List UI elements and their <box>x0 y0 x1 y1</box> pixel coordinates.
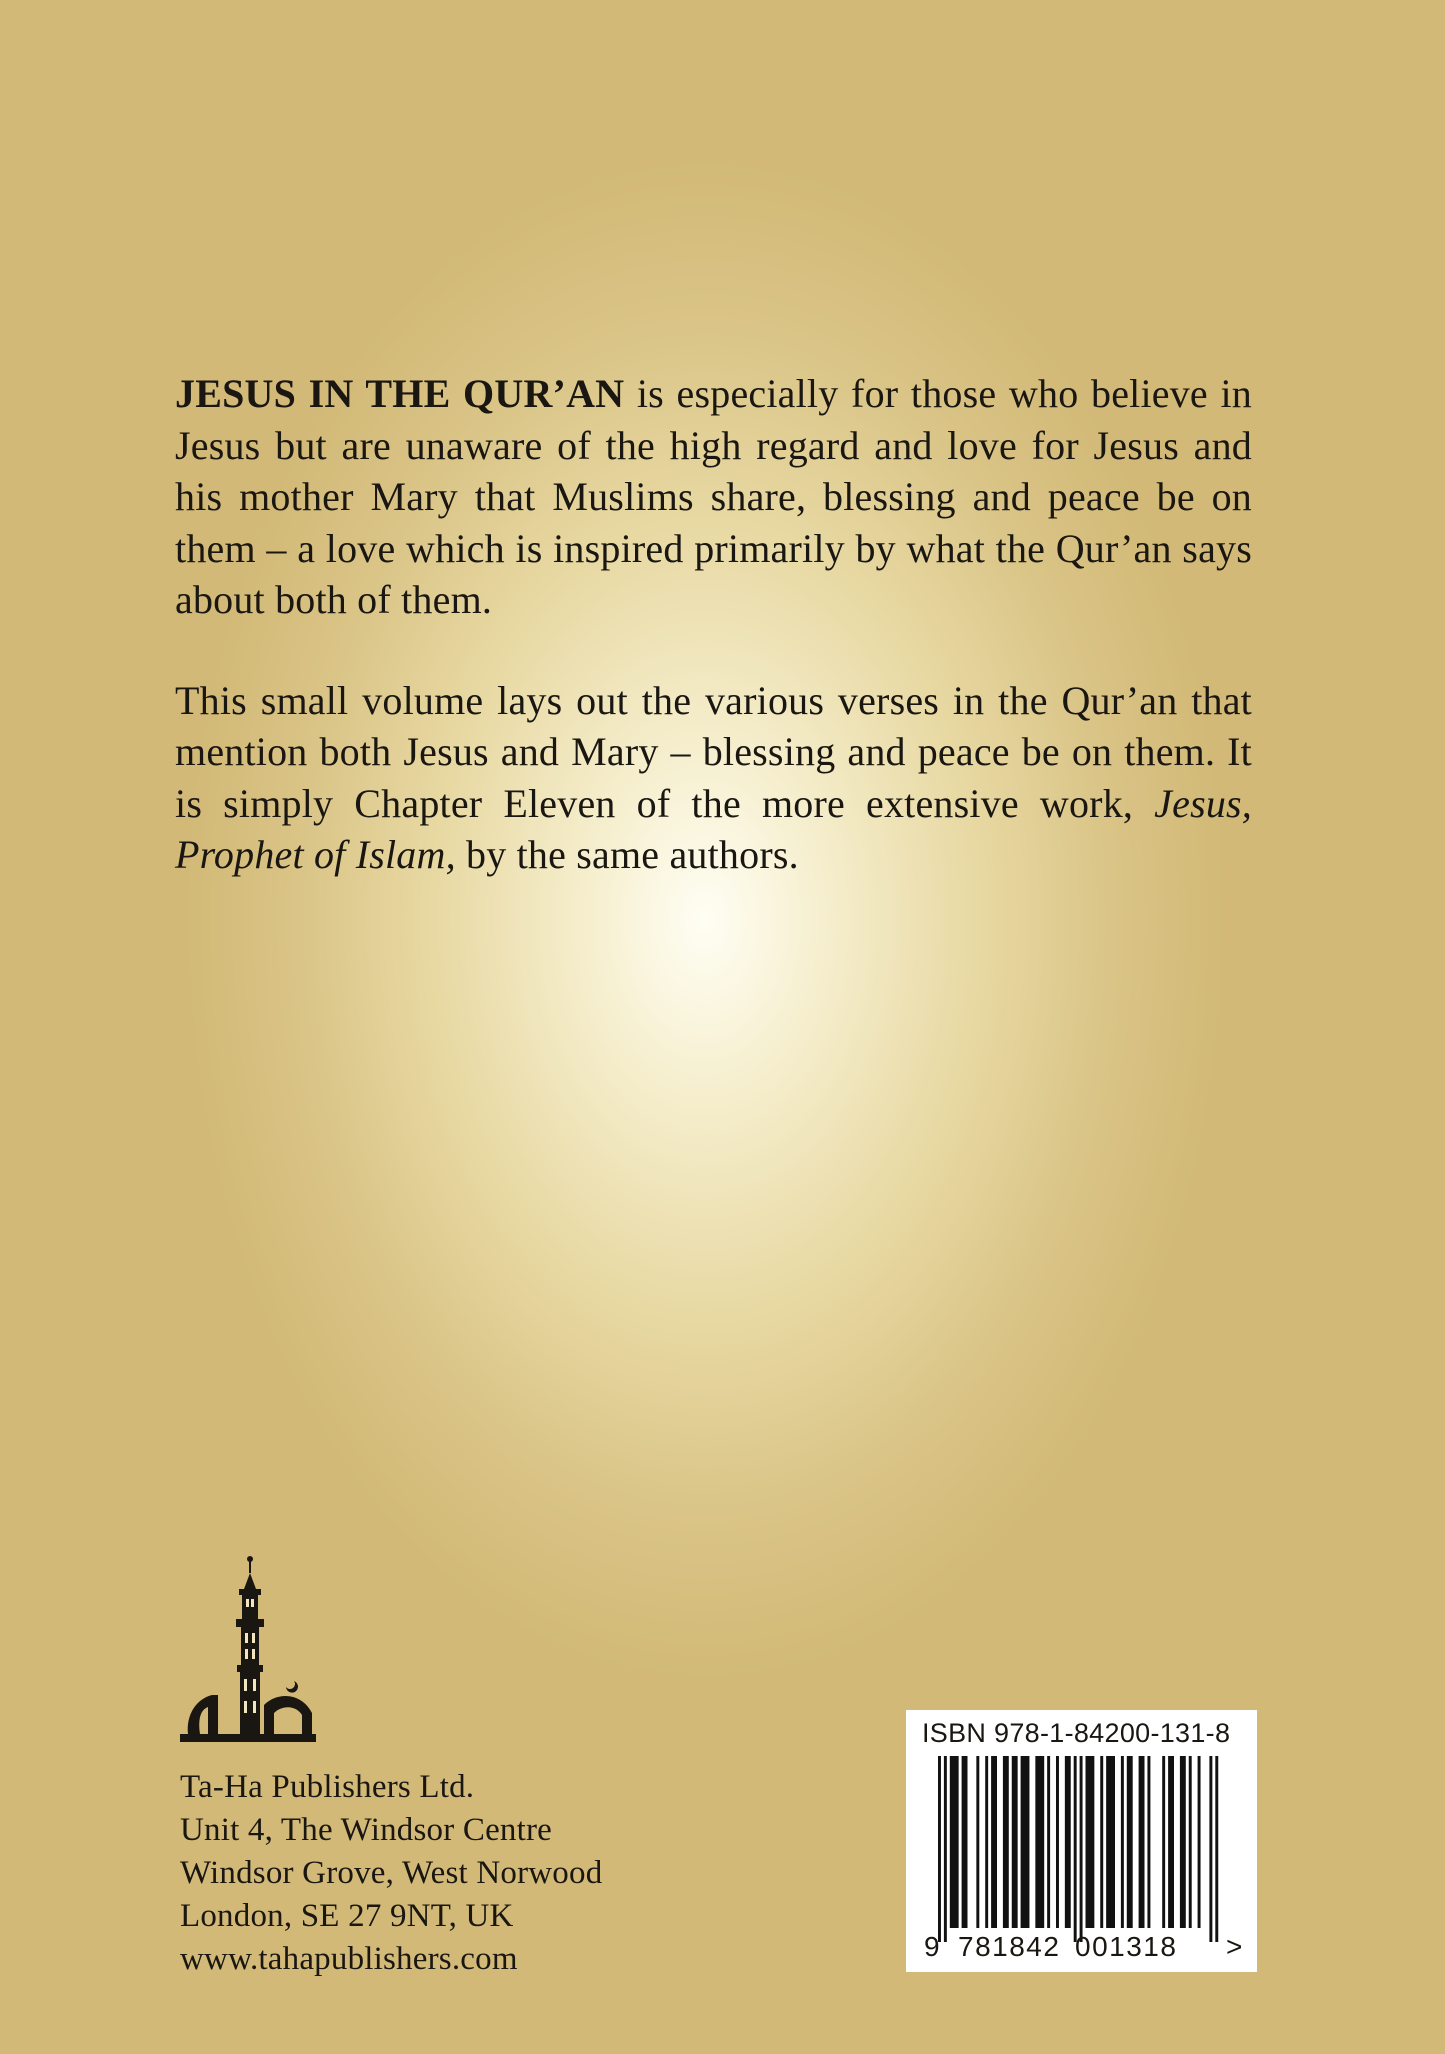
barcode-bar <box>1168 1756 1174 1928</box>
barcode-quiet-zone-mark: > <box>1226 1931 1243 1962</box>
barcode-guard-bar <box>944 1756 947 1942</box>
barcode-bar <box>1035 1756 1044 1928</box>
barcode-guard-bar <box>938 1756 941 1942</box>
barcode-left-digits: 781842 <box>958 1931 1061 1962</box>
blurb-paragraph-1-text: is especially for those who believe in Jesus but are unaware of the high regard and love for Jesus and his mother Mary that Muslims share, blessing and peace be on them – a love which is inspired primarily by what the Qur’an says about both of them. <box>175 371 1253 622</box>
isbn-label: ISBN 978-1-84200-131-8 <box>922 1718 1231 1748</box>
blurb-paragraph-2-text: This small volume lays out the various verses in the Qur’an that mention both Jesus and Mary – blessing and peace be on them. It is simply Chapter Eleven of the more extensive work, <box>175 677 1252 826</box>
barcode-bar <box>1127 1756 1133 1928</box>
barcode-bar <box>991 1756 997 1928</box>
barcode-bar <box>1106 1756 1115 1928</box>
barcode-bar <box>1189 1756 1192 1928</box>
minaret-logo-icon <box>178 1555 318 1745</box>
publisher-name: Ta-Ha Publishers Ltd. <box>180 1769 475 1805</box>
publisher-website: www.tahapublishers.com <box>180 1941 518 1977</box>
barcode-bar <box>950 1756 959 1928</box>
barcode-guard-bar <box>1074 1756 1077 1942</box>
barcode-bar <box>962 1756 968 1928</box>
barcode-bar <box>1065 1756 1071 1928</box>
barcode-bar <box>1056 1756 1059 1928</box>
blurb-paragraph-2 <box>175 675 1252 881</box>
barcode-guard-bar <box>1215 1756 1218 1942</box>
isbn-barcode <box>906 1710 1257 1972</box>
barcode-bar <box>1021 1756 1030 1928</box>
barcode-bar <box>1012 1756 1018 1928</box>
blurb-paragraph-1 <box>175 368 1252 626</box>
barcode-bar <box>1121 1756 1124 1928</box>
barcode-bar <box>1003 1756 1009 1928</box>
barcode-bar <box>1100 1756 1103 1928</box>
address-line-1: Unit 4, The Windsor Centre <box>180 1812 553 1848</box>
book-title: JESUS IN THE QUR’AN <box>175 371 625 416</box>
blurb-paragraph-2-end: by the same authors. <box>455 832 799 877</box>
blurb <box>175 368 1252 881</box>
barcode-right-digits: 001318 <box>1075 1931 1178 1962</box>
barcode-bar <box>1086 1756 1095 1928</box>
barcode-bar <box>1198 1756 1201 1928</box>
referenced-work-title: Jesus, Prophet of Islam, <box>175 780 1252 877</box>
barcode-lead-digit: 9 <box>924 1931 940 1962</box>
barcode-guard-bar <box>1209 1756 1212 1942</box>
barcode-bar <box>976 1756 979 1928</box>
barcode-guard-bar <box>1080 1756 1083 1942</box>
barcode-bar <box>1147 1756 1150 1928</box>
barcode-bar <box>985 1756 988 1928</box>
barcode-bar <box>1139 1756 1145 1928</box>
publisher-address <box>180 1766 602 1981</box>
address-line-2: Windsor Grove, West Norwood <box>180 1855 603 1891</box>
barcode-bar <box>1162 1756 1165 1928</box>
barcode-bar <box>1047 1756 1050 1928</box>
barcode-bar <box>1180 1756 1186 1928</box>
address-line-3: London, SE 27 9NT, UK <box>180 1898 514 1934</box>
